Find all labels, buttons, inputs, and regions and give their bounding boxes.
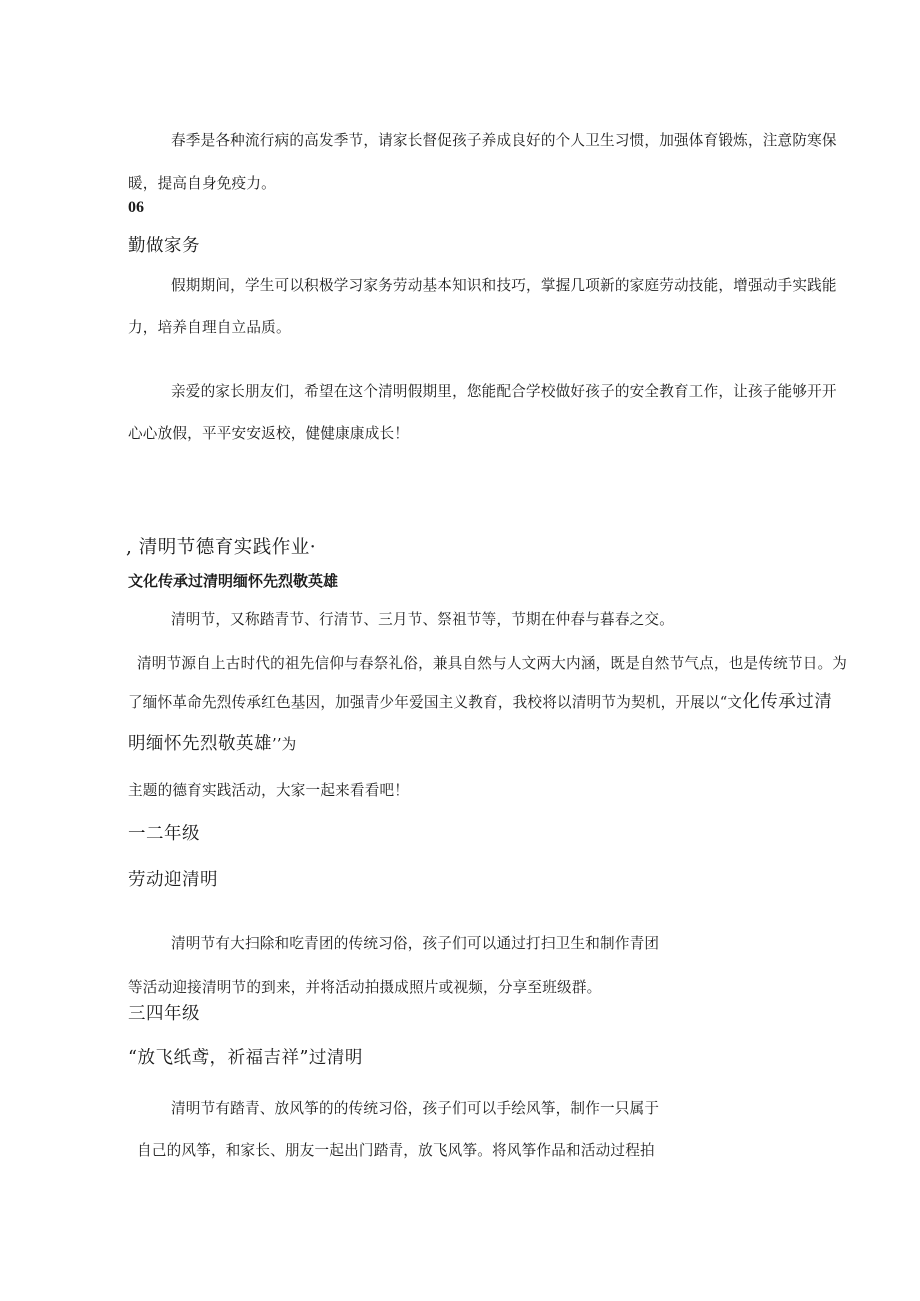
document-subtitle: 文化传承过清明缅怀先烈敬英雄 — [128, 572, 339, 590]
paragraph-line — [128, 688, 832, 713]
activity-heading: 劳动迎清明 — [128, 870, 218, 890]
text-run: ’’为 — [272, 736, 297, 753]
paragraph-line: 自己的风筝，和家长、朋友一起出门踏青，放飞风筝。将风筝作品和活动过程拍 — [137, 1142, 655, 1159]
text-run: 了缅怀革命先烈传承红色基因，加强青少年爱国主义教育，我校将以清明节为契机，开展以“文 — [128, 694, 743, 711]
document-title: , 清明节德育实践作业· — [126, 537, 317, 558]
paragraph-line: 等活动迎接清明节的到来，并将活动拍摄成照片或视频，分享至班级群。 — [128, 979, 602, 996]
paragraph-line: 主题的德育实践活动，大家一起来看看吧！ — [128, 782, 410, 799]
section-heading: 勤做家务 — [128, 236, 200, 256]
paragraph-line: 清明节源自上古时代的祖先信仰与春祭礼俗，兼具自然与人文两大内涵，既是自然节气点，也是传统节日。为 — [137, 655, 848, 672]
paragraph-line: 亲爱的家长朋友们，希望在这个清明假期里，您能配合学校做好孩子的安全教育工作，让孩子能够开开 — [171, 383, 837, 400]
paragraph-line: 暖，提高自身免疫力。 — [128, 175, 276, 192]
paragraph-line — [128, 730, 296, 755]
text-run: 明缅怀先烈敬英雄 — [128, 734, 272, 754]
paragraph-line: 清明节有踏青、放风筝的的传统习俗，孩子们可以手绘风筝，制作一只属于 — [171, 1100, 660, 1117]
paragraph-line: 清明节有大扫除和吃青团的传统习俗，孩子们可以通过打扫卫生和制作青团 — [171, 935, 660, 952]
paragraph-line: 清明节，又称踏青节、行清节、三月节、祭祖节等，节期在仲春与暮春之交。 — [171, 611, 674, 628]
section-number: 06 — [128, 199, 144, 216]
paragraph-line: 春季是各种流行病的高发季节，请家长督促孩子养成良好的个人卫生习惯，加强体育锻炼，注意防寒保 — [171, 132, 837, 149]
grade-heading: 一二年级 — [128, 824, 200, 844]
activity-heading: “放飞纸鸢，祈福吉祥”过清明 — [128, 1048, 363, 1068]
paragraph-line: 假期期间，学生可以积极学习家务劳动基本知识和技巧，掌握几项新的家庭劳动技能，增强动手实践能 — [171, 277, 837, 294]
text-run: 化传承过清 — [742, 692, 833, 712]
paragraph-line: 力，培养自理自立品质。 — [128, 319, 291, 336]
paragraph-line: 心心放假，平平安安返校，健健康康成长！ — [128, 425, 410, 442]
grade-heading: 三四年级 — [128, 1004, 200, 1024]
